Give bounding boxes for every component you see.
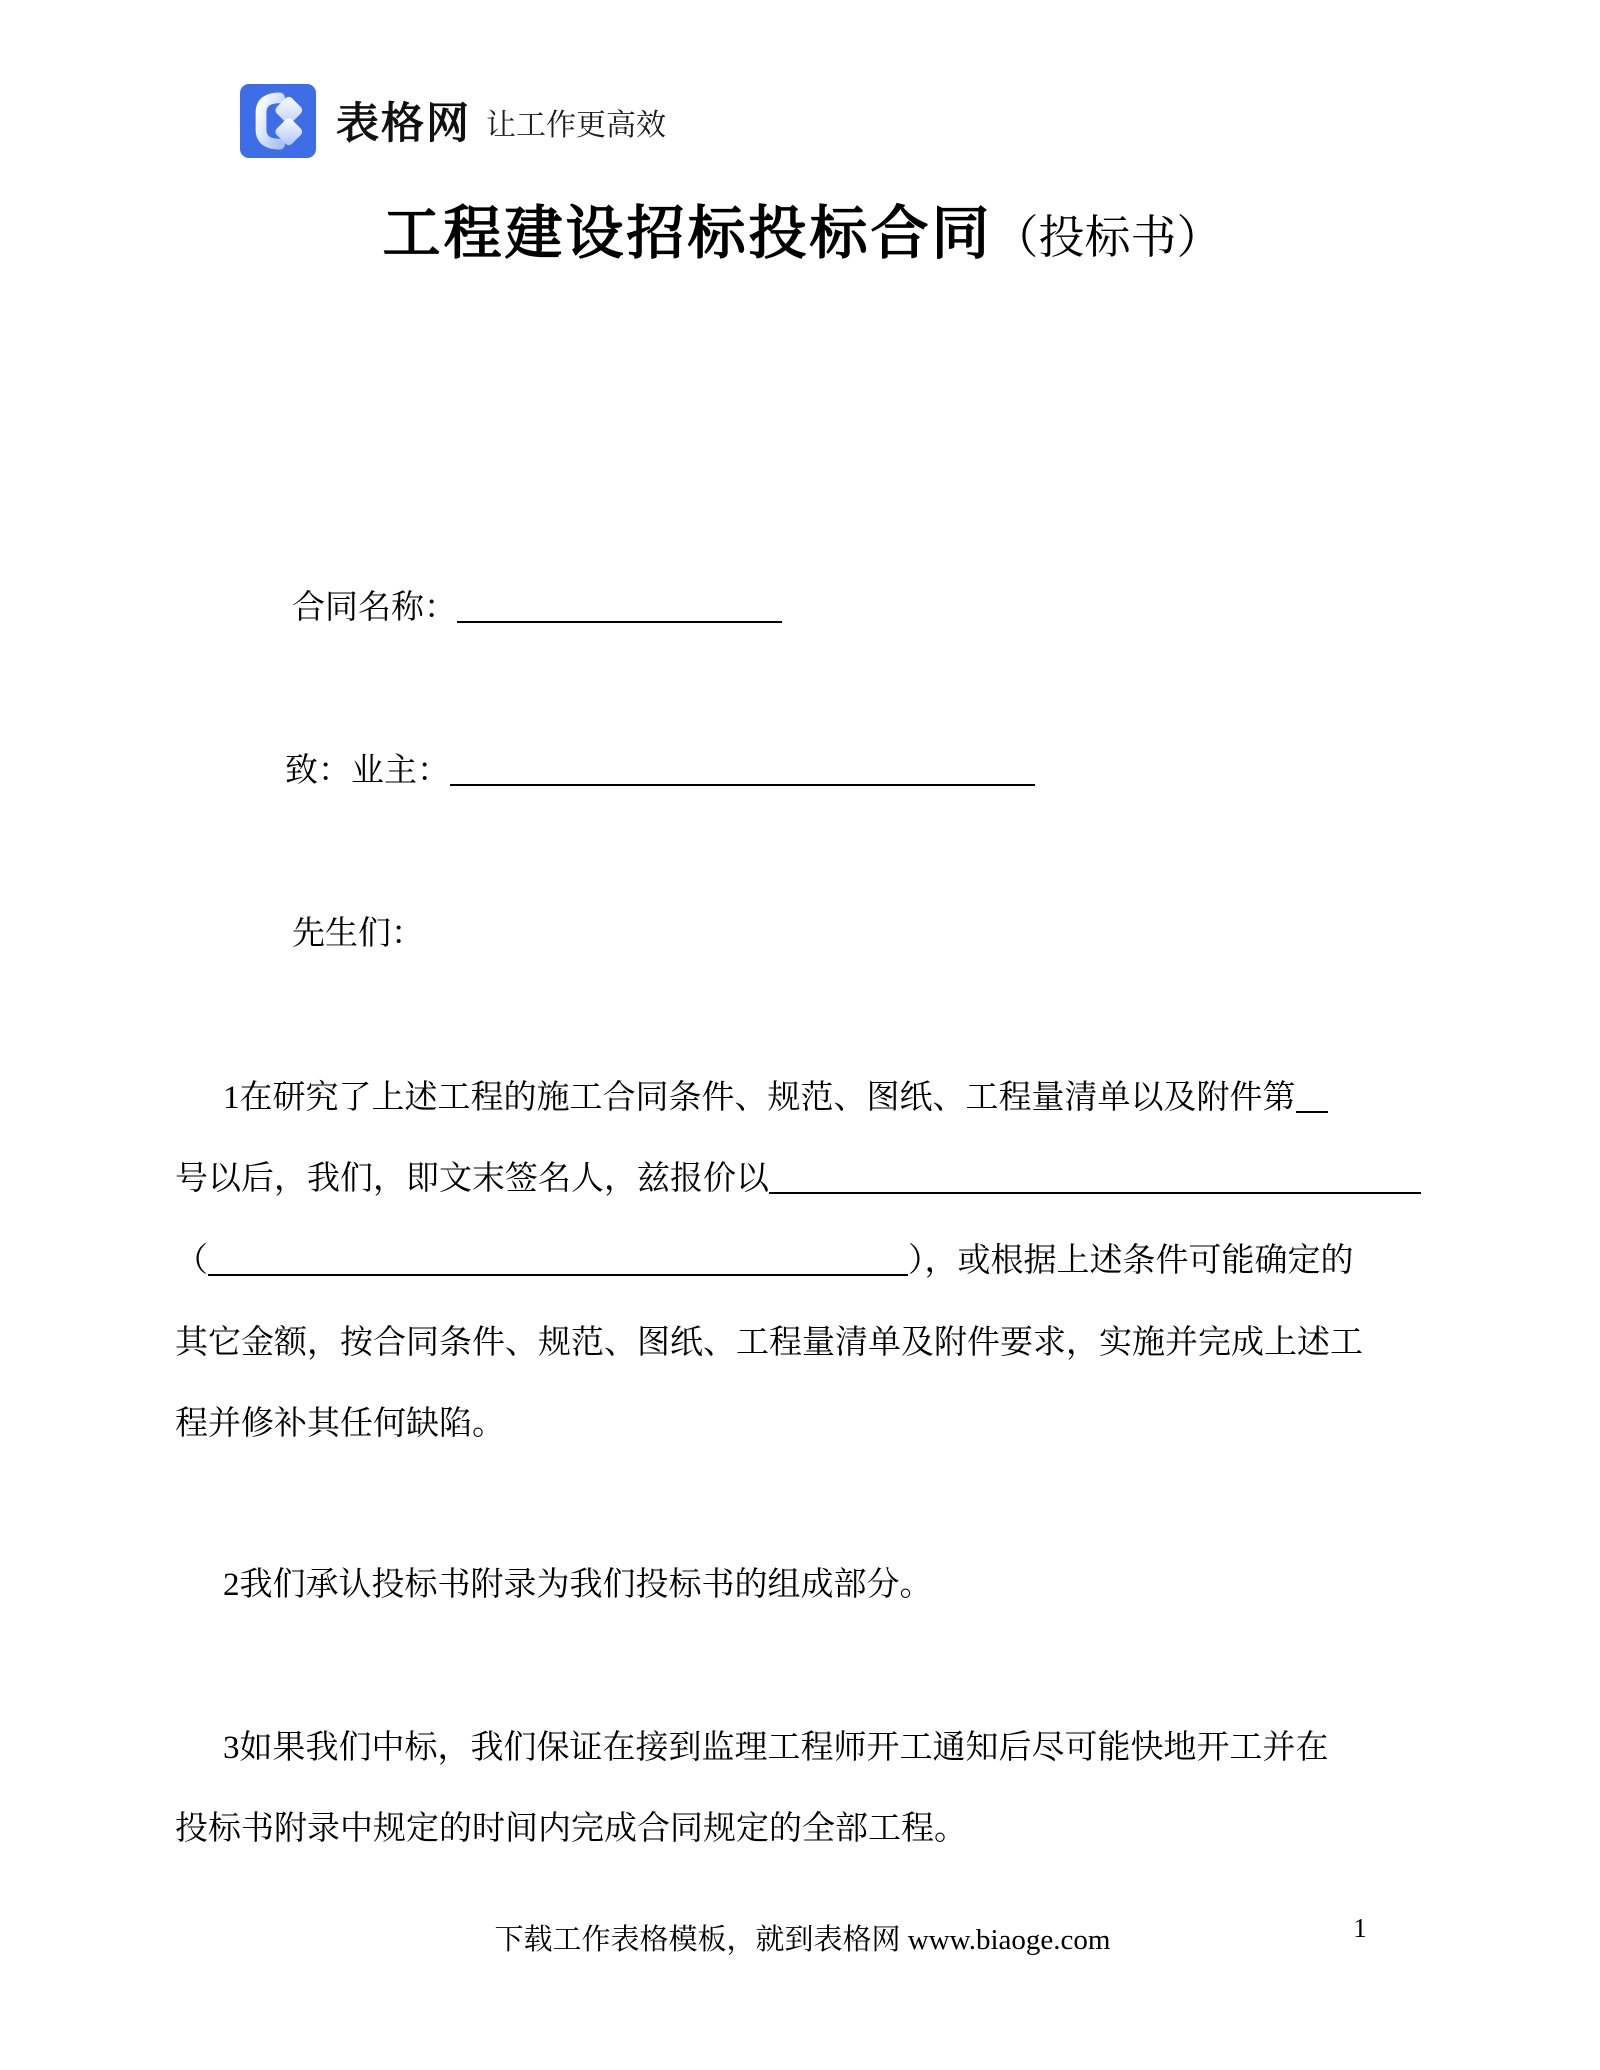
para1-line5 bbox=[175, 1401, 505, 1447]
document-title bbox=[175, 186, 1430, 270]
brand-name: 表格网 bbox=[336, 101, 471, 148]
para2 bbox=[223, 1562, 933, 1608]
brand-tagline: 让工作更高效 bbox=[486, 109, 666, 142]
para3-line2 bbox=[175, 1806, 967, 1852]
contract-name-blank bbox=[457, 591, 782, 623]
to-owner-row bbox=[285, 748, 1035, 794]
contract-name-label: 合同名称： bbox=[292, 590, 457, 626]
salutation-text: 先生们： bbox=[292, 916, 424, 952]
bid-price-words-blank bbox=[208, 1244, 908, 1276]
appendix-no-blank bbox=[1296, 1081, 1328, 1113]
para1-line1 bbox=[223, 1075, 1328, 1121]
footer-promo-text: 下载工作表格模板，就到表格网 www.biaoge.com bbox=[494, 1924, 1111, 1956]
biaoge-logo-icon bbox=[240, 84, 316, 158]
page-number: 1 bbox=[1353, 1913, 1367, 1943]
footer-promo bbox=[175, 1917, 1430, 1958]
para1-line3-open: （ bbox=[175, 1243, 208, 1279]
para1-line3-close: ），或根据上述条件可能确定的 bbox=[908, 1243, 1354, 1279]
bid-price-blank bbox=[769, 1162, 1421, 1194]
para2-text: 2我们承认投标书附录为我们投标书的组成部分。 bbox=[223, 1567, 933, 1603]
para1-line5-text: 程并修补其任何缺陷。 bbox=[175, 1406, 505, 1442]
para3-line2-text: 投标书附录中规定的时间内完成合同规定的全部工程。 bbox=[175, 1811, 967, 1847]
para1-line2 bbox=[175, 1156, 1421, 1202]
para3-line1-text: 3如果我们中标，我们保证在接到监理工程师开工通知后尽可能快地开工并在 bbox=[223, 1730, 1329, 1766]
document-title-suffix: （投标书） bbox=[992, 212, 1223, 263]
para3-line1 bbox=[223, 1725, 1329, 1771]
document-title-main: 工程建设招标投标合同 bbox=[382, 201, 993, 266]
para1-line4-text: 其它金额，按合同条件、规范、图纸、工程量清单及附件要求，实施并完成上述工 bbox=[175, 1325, 1363, 1361]
para1-line2-text: 号以后，我们，即文末签名人，兹报价以 bbox=[175, 1161, 769, 1197]
para1-line4 bbox=[175, 1320, 1363, 1366]
para1-line3 bbox=[175, 1238, 1354, 1284]
owner-blank bbox=[450, 754, 1035, 786]
para1-line1-text: 1在研究了上述工程的施工合同条件、规范、图纸、工程量清单以及附件第 bbox=[223, 1080, 1296, 1116]
contract-name-row bbox=[292, 585, 782, 631]
salutation-row bbox=[292, 911, 424, 957]
to-owner-label: 致：业主： bbox=[285, 753, 450, 789]
